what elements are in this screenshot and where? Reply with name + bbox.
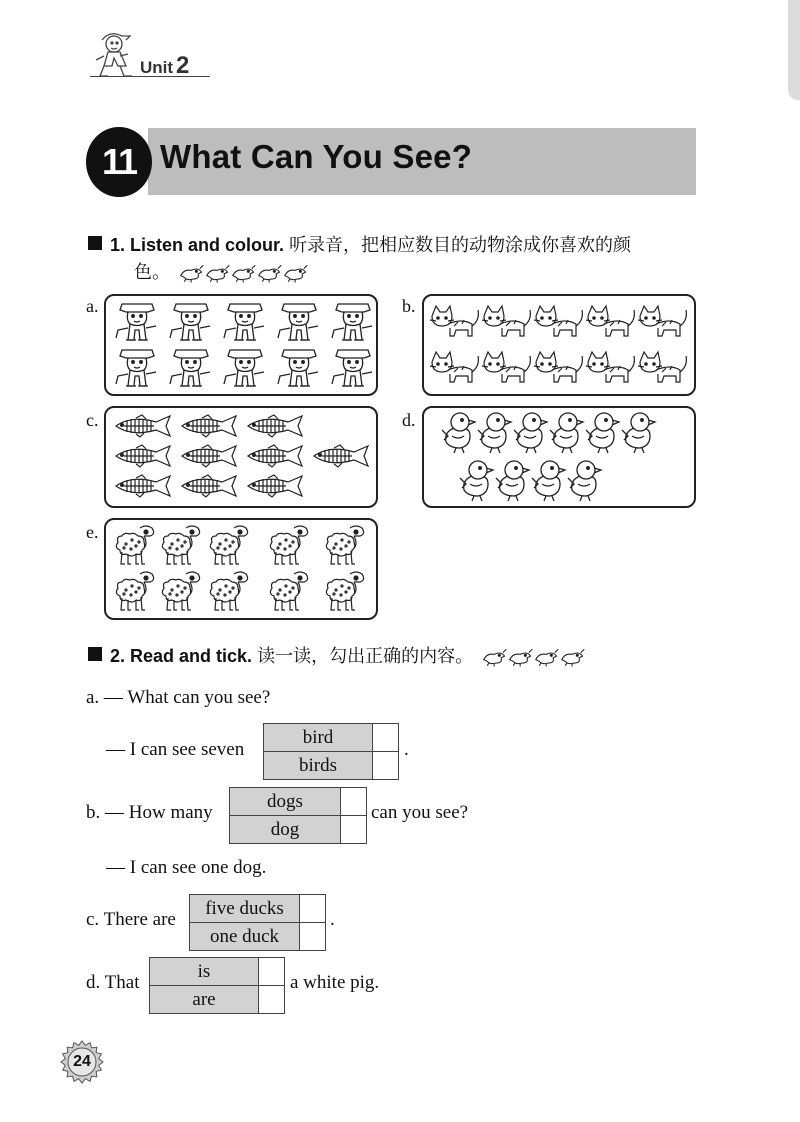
- box-d-label: d.: [402, 410, 416, 430]
- item-c-choice-table: [189, 894, 326, 951]
- pencil-star-icon: [179, 263, 205, 283]
- choice-option: dogs: [230, 788, 341, 816]
- item-a-answer-prefix: — I can see seven: [106, 739, 245, 760]
- choice-option: bird: [264, 724, 373, 752]
- picture-box-fish[interactable]: [104, 406, 378, 508]
- section-1-heading-en: 1. Listen and colour.: [110, 235, 285, 255]
- picture-box-cats[interactable]: [422, 294, 696, 396]
- tick-box[interactable]: [341, 816, 367, 844]
- choice-option: five ducks: [190, 895, 300, 923]
- section-2-heading-zh: 读一读，勾出正确的内容。: [257, 646, 474, 666]
- unit-word: Unit: [140, 58, 174, 77]
- choice-option: dog: [230, 816, 341, 844]
- difficulty-stars: [179, 263, 309, 283]
- pencil-star-icon: [283, 263, 309, 283]
- item-d-suffix: a white pig.: [290, 972, 380, 993]
- tick-box[interactable]: [341, 788, 367, 816]
- item-a-question: a. — What can you see?: [86, 687, 271, 708]
- picture-box-chicks[interactable]: [422, 406, 696, 508]
- choice-option: one duck: [190, 923, 300, 951]
- box-c-label: c.: [86, 410, 99, 430]
- lesson-number-badge: 11: [86, 127, 152, 197]
- pencil-star-icon: [482, 647, 508, 667]
- tick-box[interactable]: [300, 895, 326, 923]
- item-b-suffix: can you see?: [371, 802, 469, 823]
- box-a-label: a.: [86, 296, 99, 316]
- item-a-suffix: .: [404, 739, 409, 760]
- page-side-tab: [788, 0, 800, 100]
- pencil-star-icon: [560, 647, 586, 667]
- item-c-prefix: c. There are: [86, 909, 176, 930]
- item-d-prefix: d. That: [86, 972, 140, 993]
- tick-box[interactable]: [373, 724, 399, 752]
- pencil-star-icon: [534, 647, 560, 667]
- choice-option: birds: [264, 752, 373, 780]
- tick-box[interactable]: [300, 923, 326, 951]
- pencil-star-icon: [508, 647, 534, 667]
- box-e-label: e.: [86, 522, 99, 542]
- tick-box[interactable]: [373, 752, 399, 780]
- section-1-heading: [110, 231, 631, 257]
- picture-box-sheep[interactable]: [104, 518, 378, 620]
- section-2-heading-en: 2. Read and tick.: [110, 646, 253, 666]
- page-number: 24: [73, 1053, 91, 1070]
- unit-number: 2: [176, 52, 190, 79]
- item-b-answer: — I can see one dog.: [106, 857, 267, 878]
- choice-option: are: [150, 986, 259, 1014]
- pencil-star-icon: [257, 263, 283, 283]
- pencil-star-icon: [205, 263, 231, 283]
- lesson-title: What Can You See?: [160, 138, 473, 175]
- section-1-heading-zh-cont: 色。: [134, 262, 170, 282]
- section-marker: [88, 647, 102, 661]
- tick-box[interactable]: [259, 958, 285, 986]
- section-2-heading: [110, 642, 586, 668]
- section-1-heading-zh: 听录音，把相应数目的动物涂成你喜欢的颜: [289, 235, 632, 255]
- pencil-star-icon: [231, 263, 257, 283]
- difficulty-stars: [482, 647, 586, 667]
- box-b-label: b.: [402, 296, 416, 316]
- item-c-suffix: .: [330, 909, 335, 930]
- tick-box[interactable]: [259, 986, 285, 1014]
- cartoon-boy-icon: [92, 30, 140, 80]
- picture-box-dogs[interactable]: [104, 294, 378, 396]
- section-marker: [88, 236, 102, 250]
- header-rule: [90, 76, 210, 77]
- choice-option: is: [150, 958, 259, 986]
- section-1-heading-cont: [134, 258, 309, 284]
- item-b-choice-table: [229, 787, 367, 844]
- item-b-prefix: b. — How many: [86, 802, 213, 823]
- item-a-choice-table: [263, 723, 399, 780]
- item-d-choice-table: [149, 957, 285, 1014]
